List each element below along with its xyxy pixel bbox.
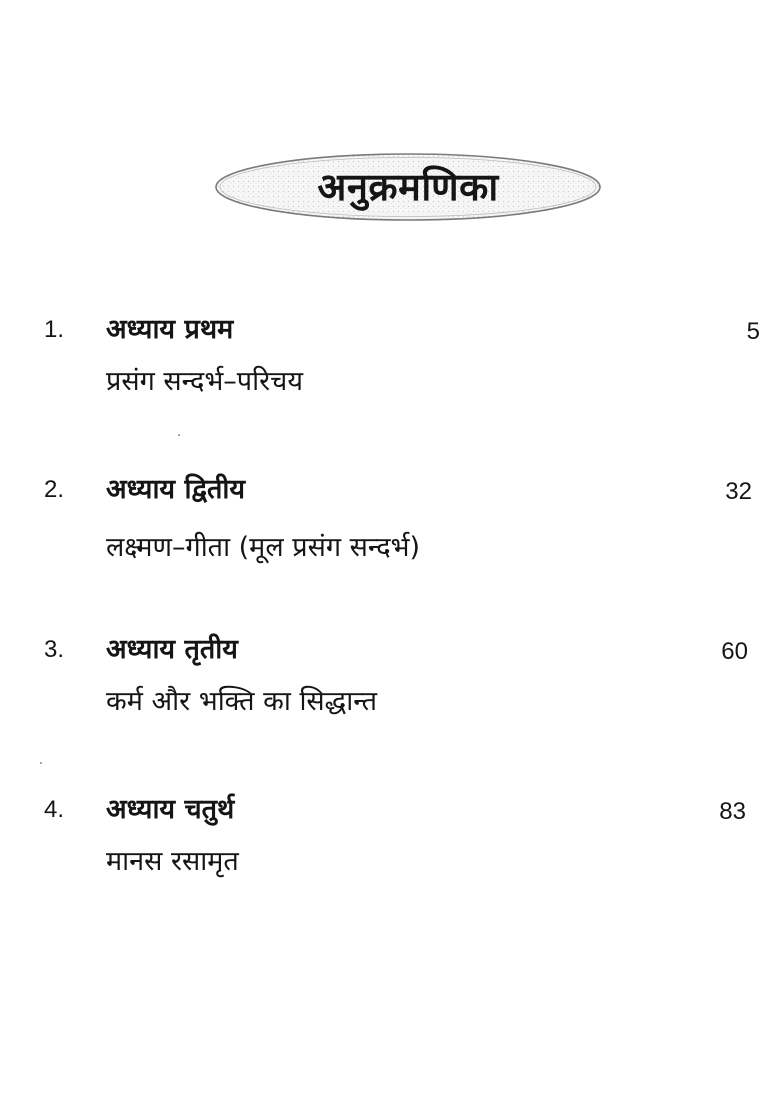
toc-entry-2 [0, 472, 780, 582]
chapter-title: अध्याय तृतीय [106, 634, 238, 665]
page-number: 83 [719, 798, 746, 825]
chapter-title: अध्याय चतुर्थ [106, 794, 235, 825]
chapter-title: अध्याय प्रथम [106, 314, 234, 345]
entry-number: 2. [44, 476, 65, 503]
page-number: 32 [725, 478, 752, 505]
page-number: 60 [721, 638, 748, 665]
paper-speck [40, 762, 42, 764]
page-number: 5 [746, 318, 760, 345]
chapter-subtitle: प्रसंग सन्दर्भ–परिचय [106, 366, 303, 397]
chapter-subtitle: मानस रसामृत [106, 846, 239, 877]
page-title: अनुक्रमणिका [317, 165, 499, 209]
paper-speck [178, 434, 180, 436]
toc-entry-3 [0, 632, 780, 742]
entry-number: 4. [44, 796, 65, 823]
toc-entry-1 [0, 312, 780, 422]
contents-title-banner [212, 150, 604, 224]
chapter-subtitle: लक्ष्मण–गीता (मूल प्रसंग सन्दर्भ) [106, 532, 421, 563]
entry-number: 3. [44, 636, 65, 663]
chapter-subtitle: कर्म और भक्ति का सिद्धान्त [106, 686, 377, 717]
chapter-title: अध्याय द्वितीय [106, 474, 246, 505]
entry-number: 1. [44, 316, 65, 343]
toc-entry-4 [0, 792, 780, 902]
